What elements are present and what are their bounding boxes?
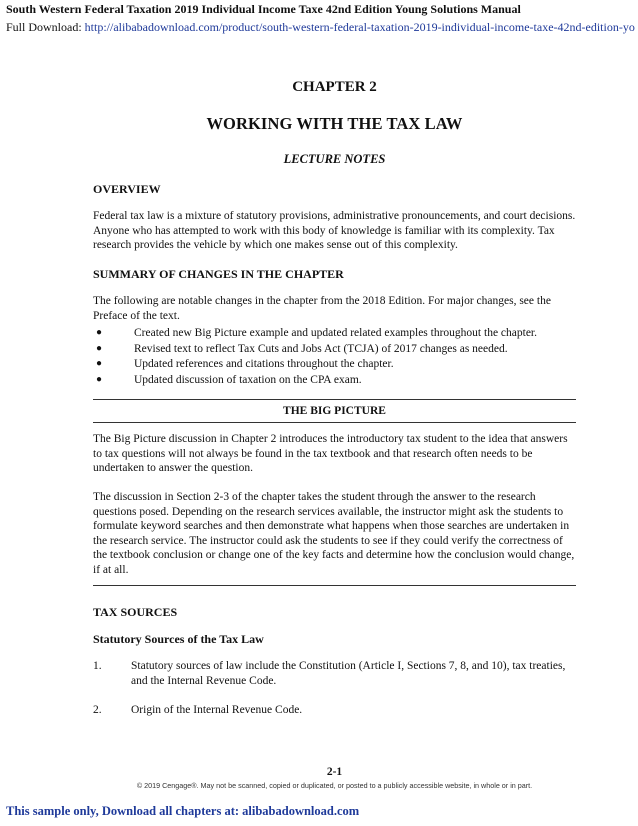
summary-bullet-list [93,326,576,388]
download-label: Full Download: [6,20,85,34]
bullet-icon: ● [96,342,103,354]
list-item-text: Revised text to reflect Tax Cuts and Jobs Act (TCJA) of 2017 changes as needed. [134,342,508,355]
overview-heading: OVERVIEW [93,182,161,196]
download-link[interactable]: http://alibabadownload.com/product/south-western-federal-taxation-2019-individual-income-taxe-42nd-edition-yo [84,20,635,34]
copyright-notice: © 2019 Cengage®. May not be scanned, copied or duplicated, or posted to a publicly accessible website, in whole or in part. [136,781,533,790]
item-text: Origin of the Internal Revenue Code. [131,704,303,716]
chapter-number: CHAPTER 2 [292,79,377,95]
bullet-icon: ● [96,373,103,385]
item-text: Statutory sources of law include the Constitution (Article I, Sections 7, 8, and 10), tax treaties, and the Internal Revenue Code. [131,660,566,687]
item-number: 1. [93,660,102,672]
section-divider [93,585,576,586]
summary-heading: SUMMARY OF CHANGES IN THE CHAPTER [93,267,344,281]
summary-intro: The following are notable changes in the chapter from the 2018 Edition. For major changes, see the Preface of the text. [93,295,551,322]
bullet-icon: ● [96,327,103,339]
list-item [93,326,576,342]
statutory-sources-subheading: Statutory Sources of the Tax Law [93,632,264,646]
list-item-text: Created new Big Picture example and updated related examples throughout the chapter. [134,327,537,340]
page-number: 2-1 [326,766,343,778]
numbered-item [93,659,576,688]
download-line [6,20,638,35]
big-picture-heading: THE BIG PICTURE [93,399,576,423]
chapter-title: WORKING WITH THE TAX LAW [206,114,463,133]
list-item [93,373,576,389]
list-item-text: Updated discussion of taxation on the CPA exam. [134,373,362,386]
sample-download-banner[interactable]: This sample only, Download all chapters at: alibabadownload.com [6,804,360,818]
overview-paragraph: Federal tax law is a mixture of statutory provisions, administrative pronouncements, and court decisions. Anyone who has attempted to work with this body of knowledge is familiar with its complexity. Tax research provides the vehicle by which one makes sense out of this complexity. [93,210,576,252]
item-number: 2. [93,704,102,716]
list-item-text: Updated references and citations throughout the chapter. [134,358,394,371]
bullet-icon: ● [96,358,103,370]
list-item [93,357,576,373]
tax-sources-heading: TAX SOURCES [93,605,178,619]
big-picture-paragraph-2: The discussion in Section 2-3 of the chapter takes the student through the answer to the research questions posed. Depending on the research services available, the instructor might ask the students to formulate keyword searches and then demonstrate what happens when those searches are undertaken in the research service. The instructor could ask the students to see if they could verify the correctness of the textbook conclusion or change one of the key facts and determine how the conclusion would change, if at all. [93,491,575,576]
banner-title: South Western Federal Taxation 2019 Individual Income Taxe 42nd Edition Young Solutions Manual [6,2,521,16]
list-item [93,342,576,358]
numbered-item [93,703,576,718]
lecture-notes-subtitle: LECTURE NOTES [283,152,386,166]
big-picture-paragraph-1: The Big Picture discussion in Chapter 2 introduces the introductory tax student to the idea that answers to tax questions will not always be found in the tax textbook and that research often needs to be undertaken to answer the question. [93,433,568,475]
